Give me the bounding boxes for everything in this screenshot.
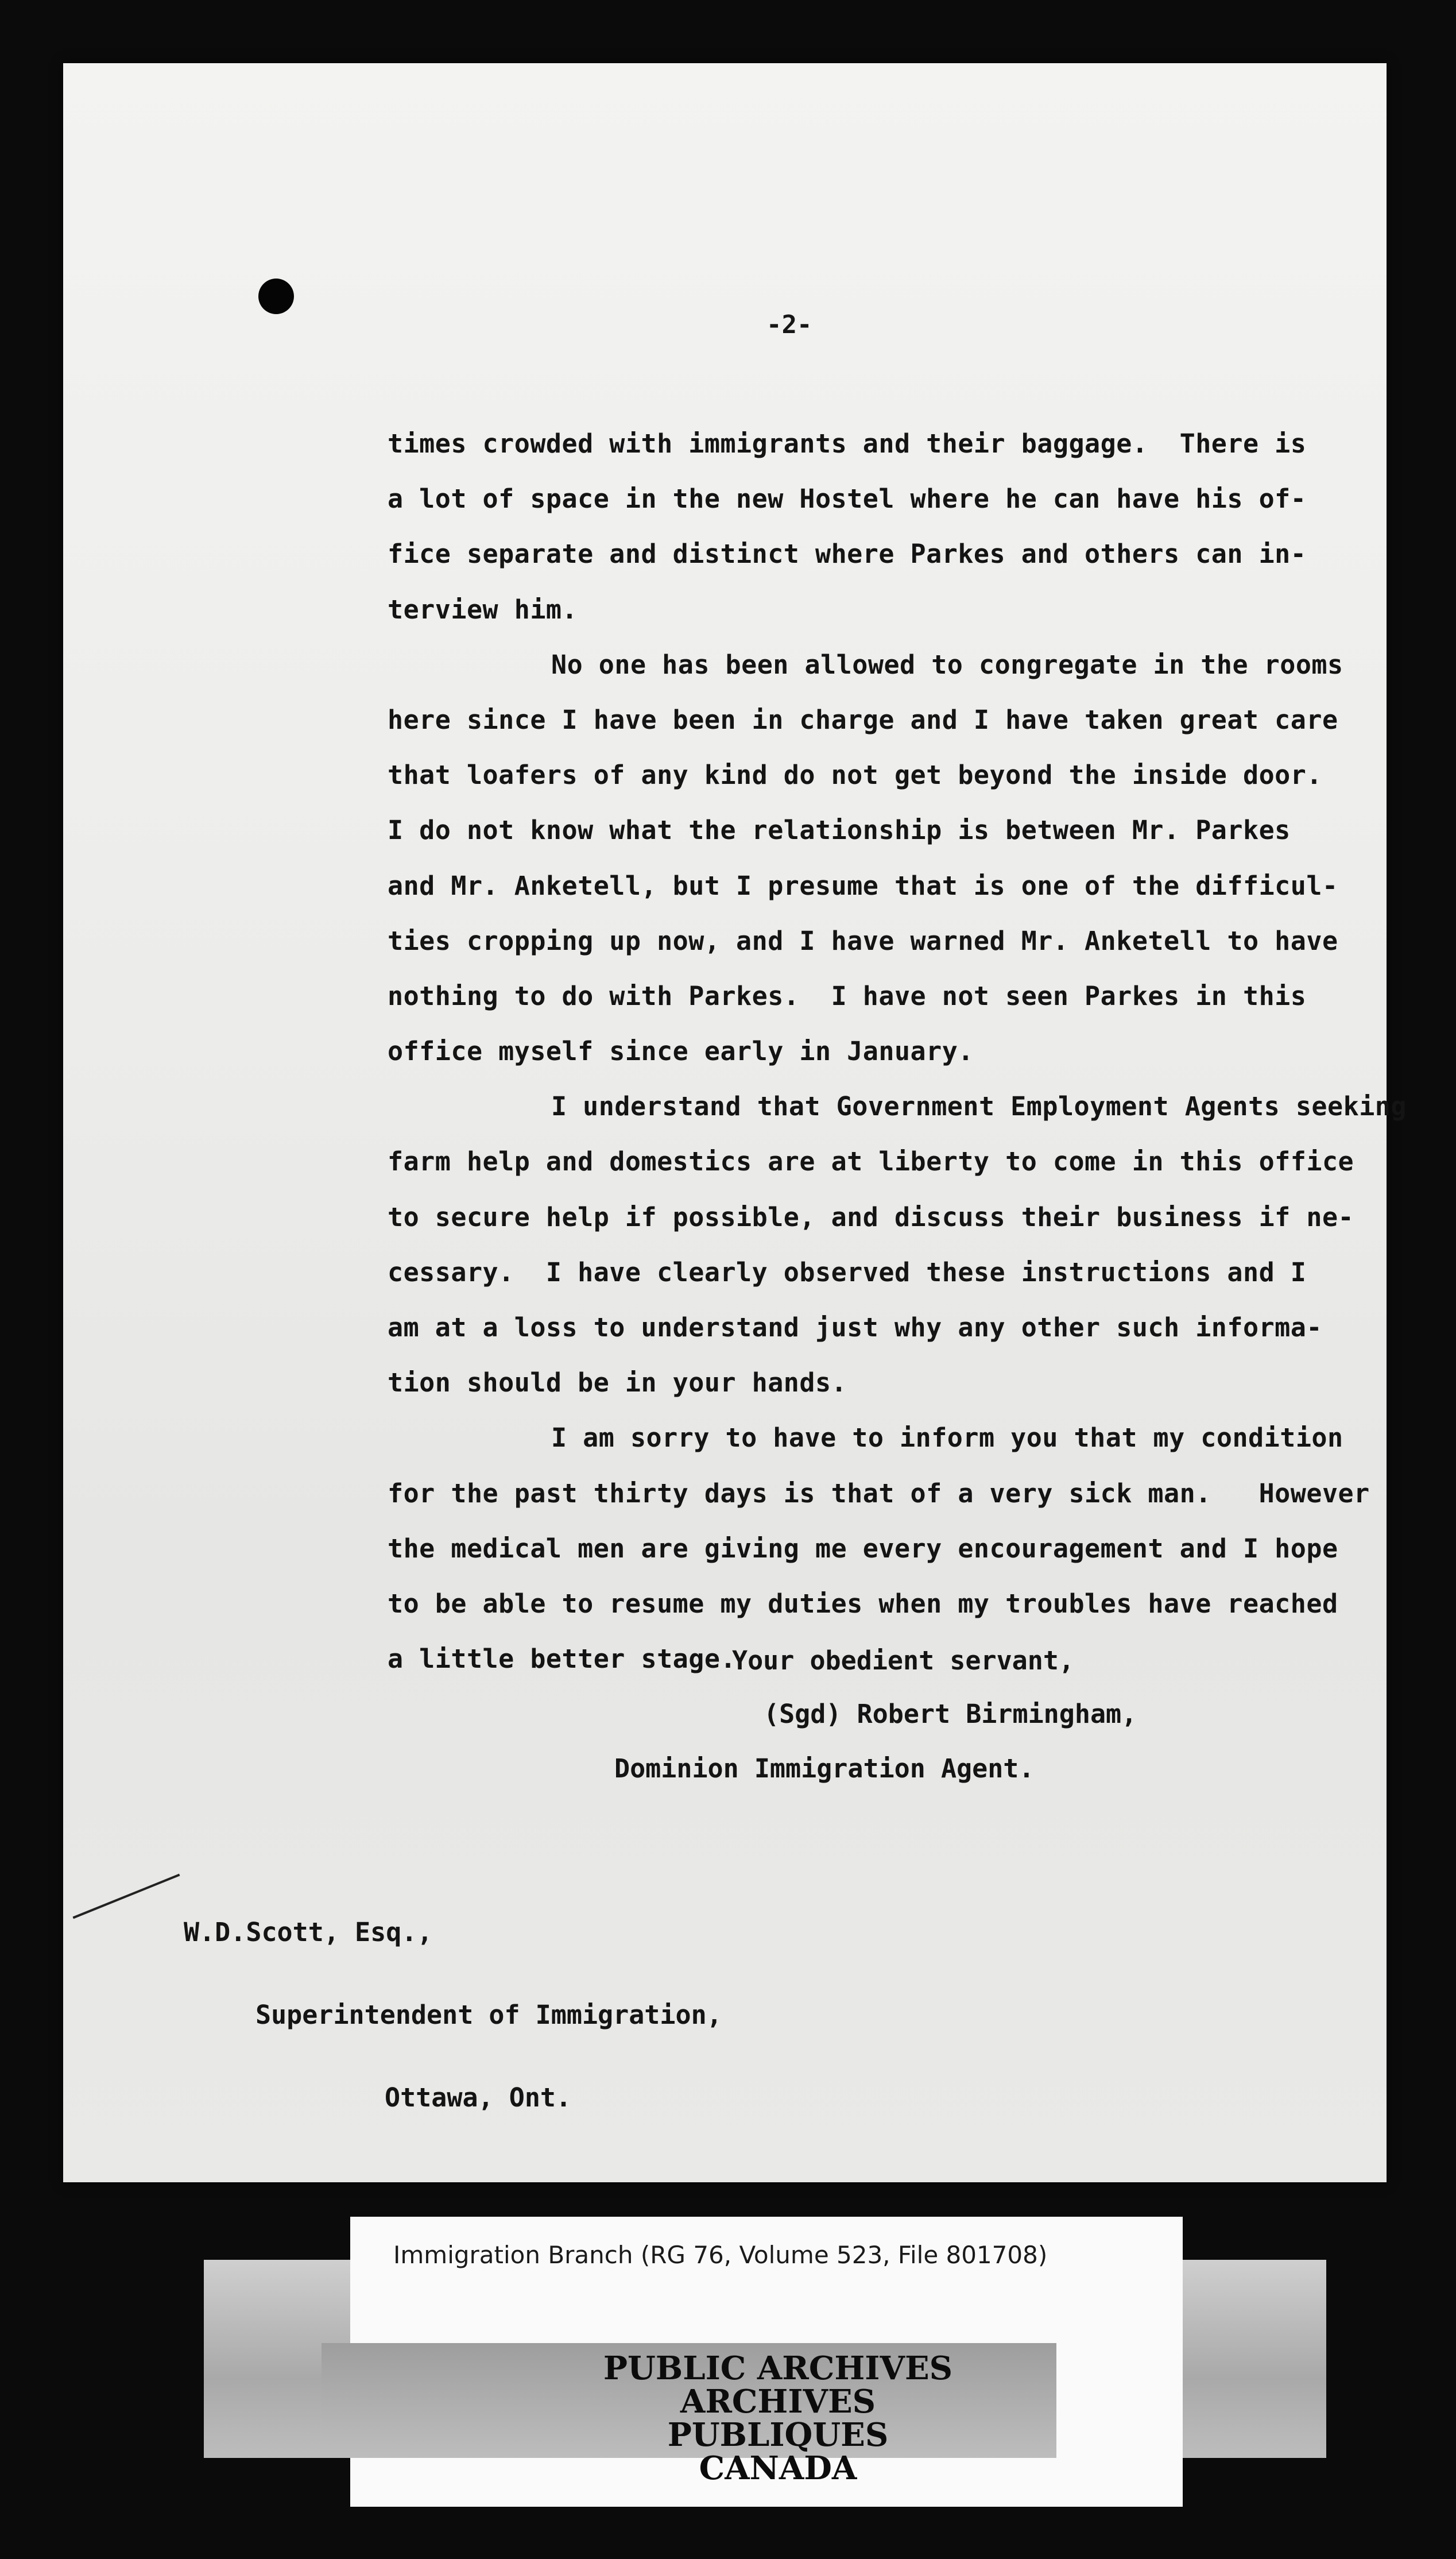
body-line: that loafers of any kind do not get beyond the inside door.: [388, 760, 1322, 791]
body-line: farm help and domestics are at liberty to come in this office: [388, 1146, 1354, 1177]
stamp-line: ARCHIVES PUBLIQUES: [667, 2383, 889, 2454]
archive-stamp: [571, 2349, 985, 2487]
body-line: and Mr. Anketell, but I presume that is one of the difficul-: [388, 870, 1338, 901]
addressee-name: W.D.Scott, Esq.,: [184, 1917, 433, 1947]
closing-salutation: Your obedient servant,: [732, 1645, 1075, 1676]
body-line: times crowded with immigrants and their baggage. There is: [388, 428, 1307, 459]
body-line: I understand that Government Employment Agents seeking: [551, 1091, 1407, 1122]
letter-body: [388, 416, 1450, 1687]
stamp-line: PUBLIC ARCHIVES: [603, 2349, 953, 2387]
body-line: ties cropping up now, and I have warned Mr. Anketell to have: [388, 925, 1338, 956]
body-line: a little better stage.: [388, 1644, 737, 1675]
body-line: office myself since early in January.: [388, 1036, 974, 1067]
body-line: to be able to resume my duties when my troubles have reached: [388, 1588, 1338, 1619]
body-line: tion should be in your hands.: [388, 1367, 847, 1398]
archive-reference: Immigration Branch (RG 76, Volume 523, File 801708): [393, 2241, 1048, 2269]
addressee-position: Superintendent of Immigration,: [255, 2000, 722, 2030]
closing-title: Dominion Immigration Agent.: [614, 1753, 1035, 1784]
addressee-location: Ottawa, Ont.: [385, 2082, 572, 2113]
punch-hole: [258, 279, 294, 314]
body-line: for the past thirty days is that of a very sick man. However: [388, 1478, 1370, 1509]
body-line: here since I have been in charge and I have taken great care: [388, 704, 1338, 735]
body-line: cessary. I have clearly observed these instructions and I: [388, 1257, 1307, 1288]
body-line: am at a loss to understand just why any other such informa-: [388, 1312, 1322, 1343]
addressee-block: [184, 1864, 722, 2139]
body-line: the medical men are giving me every encouragement and I hope: [388, 1533, 1338, 1564]
body-line: a lot of space in the new Hostel where he can have his of-: [388, 484, 1307, 515]
body-line: fice separate and distinct where Parkes and others can in-: [388, 539, 1307, 570]
body-line: No one has been allowed to congregate in the rooms: [551, 649, 1343, 680]
closing-signature: (Sgd) Robert Birmingham,: [764, 1699, 1137, 1729]
stamp-line: CANADA: [699, 2449, 857, 2487]
body-line: nothing to do with Parkes. I have not seen Parkes in this: [388, 980, 1307, 1011]
page-number: -2-: [766, 310, 812, 339]
body-line: to secure help if possible, and discuss their business if ne-: [388, 1201, 1354, 1232]
body-line: terview him.: [388, 594, 578, 625]
body-line: I do not know what the relationship is between Mr. Parkes: [388, 815, 1291, 846]
body-line: I am sorry to have to inform you that my condition: [551, 1422, 1343, 1454]
